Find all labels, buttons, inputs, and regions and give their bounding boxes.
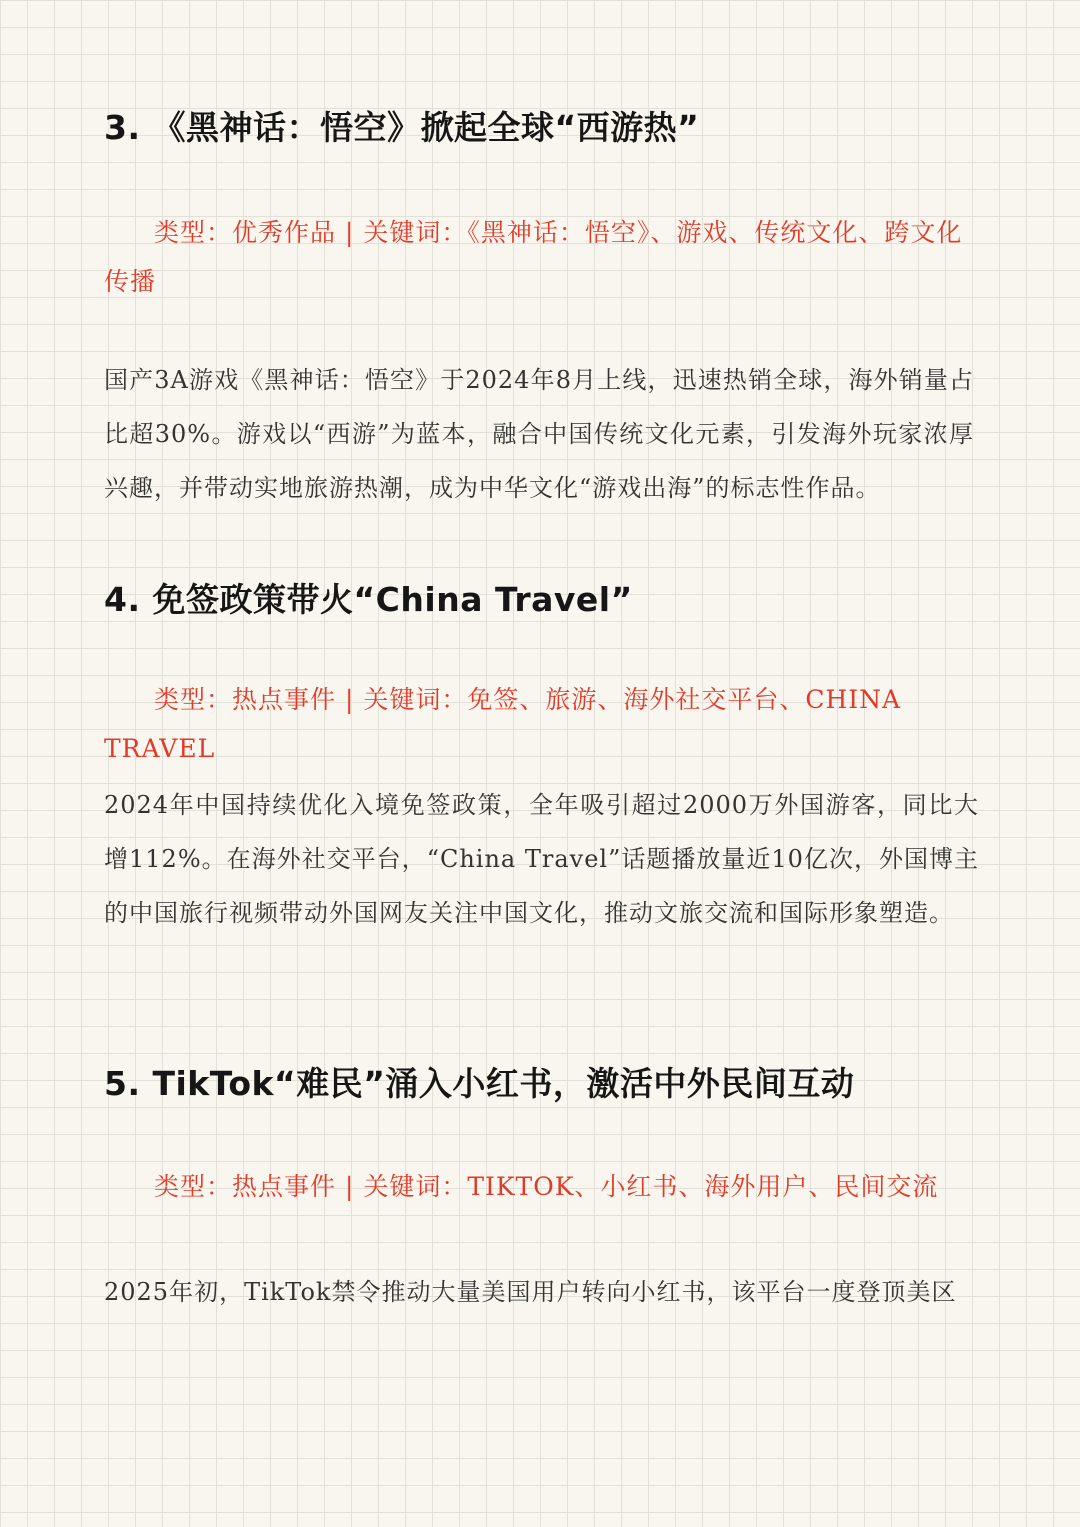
section-meta: 类型：热点事件 | 关键词：TIKTOK、小红书、海外用户、民间交流 (154, 1172, 939, 1201)
section-meta: 类型：热点事件 | 关键词：免签、旅游、海外社交平台、CHINA TRAVEL (104, 685, 902, 763)
section-title: 4. 免签政策带火“China Travel” (104, 580, 633, 619)
section-body: 2025年初，TikTok禁令推动大量美国用户转向小红书，该平台一度登顶美区 (104, 1278, 957, 1306)
section-3 (104, 106, 984, 502)
section-body: 2024年中国持续优化入境免签政策，全年吸引超过2000万外国游客，同比大增112%。在海外社交平台，“China Travel”话题播放量近10亿次，外国博主的中国旅行视频带动外国网友关注中国文化，推动文旅交流和国际形象塑造。 (104, 791, 979, 927)
section-body: 国产3A游戏《黑神话：悟空》于2024年8月上线，迅速热销全球，海外销量占比超30%。游戏以“西游”为蓝本，融合中国传统文化元素，引发海外玩家浓厚兴趣，并带动实地旅游热潮，成为中华文化“游戏出海”的标志性作品。 (104, 366, 974, 502)
section-4 (104, 578, 984, 927)
section-5 (104, 1062, 984, 1306)
section-title: 5. TikTok“难民”涌入小红书，激活中外民间互动 (104, 1064, 855, 1103)
section-meta: 类型：优秀作品 | 关键词：《黑神话：悟空》、游戏、传统文化、跨文化传播 (104, 218, 963, 296)
section-title: 3. 《黑神话：悟空》掀起全球“西游热” (104, 108, 700, 147)
